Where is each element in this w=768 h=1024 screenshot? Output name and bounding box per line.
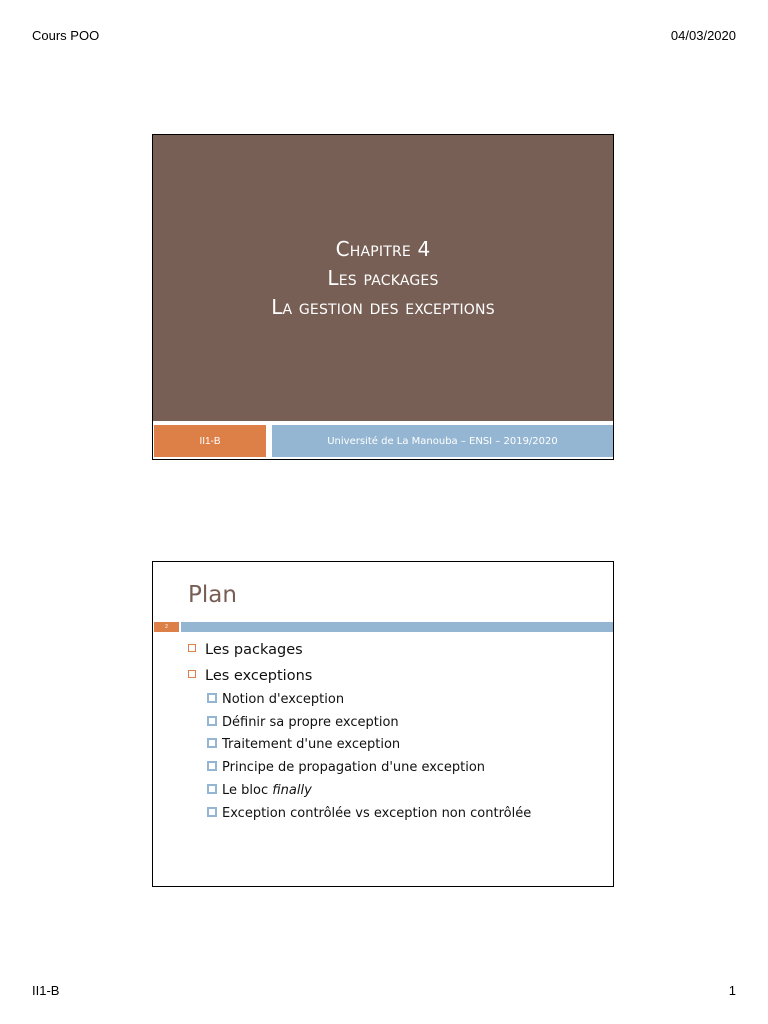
slide-footer-institution: Université de La Manouba – ENSI – 2019/2020	[272, 425, 613, 457]
title-line-chapter: Chapitre 4	[335, 237, 431, 261]
title-slide-body	[153, 135, 613, 421]
title-line-exceptions: La gestion des exceptions	[271, 295, 495, 319]
slide-footer-class: II1-B	[154, 425, 266, 457]
page-footer-left: II1-B	[32, 983, 60, 998]
slide-title	[152, 134, 614, 460]
square-bullet-icon	[207, 716, 217, 726]
slide-number: 2	[154, 622, 179, 632]
page-number: 1	[728, 983, 736, 998]
title-line-packages: Les packages	[327, 266, 439, 290]
square-bullet-icon	[188, 644, 196, 652]
square-bullet-icon	[207, 784, 217, 794]
sub-list-item: Notion d'exception	[207, 692, 344, 707]
plan-list	[153, 562, 613, 886]
square-bullet-icon	[207, 807, 217, 817]
slide-title-text	[153, 235, 613, 322]
sub-list-item: Principe de propagation d'une exception	[207, 760, 485, 775]
sub-list-item: Définir sa propre exception	[207, 715, 399, 730]
list-item: Les exceptions	[188, 668, 312, 684]
slide-plan-title: Plan	[188, 582, 237, 608]
square-bullet-icon	[207, 693, 217, 703]
sub-list-item: Le bloc finally	[207, 783, 312, 798]
square-bullet-icon	[188, 670, 196, 678]
page-header-left: Cours POO	[32, 28, 100, 43]
sub-list-item: Traitement d'une exception	[207, 737, 400, 752]
slide-plan	[152, 561, 614, 887]
page-header-date: 04/03/2020	[670, 28, 736, 43]
square-bullet-icon	[207, 738, 217, 748]
square-bullet-icon	[207, 761, 217, 771]
sub-list-item: Exception contrôlée vs exception non contrôlée	[207, 806, 531, 821]
list-item: Les packages	[188, 642, 303, 658]
